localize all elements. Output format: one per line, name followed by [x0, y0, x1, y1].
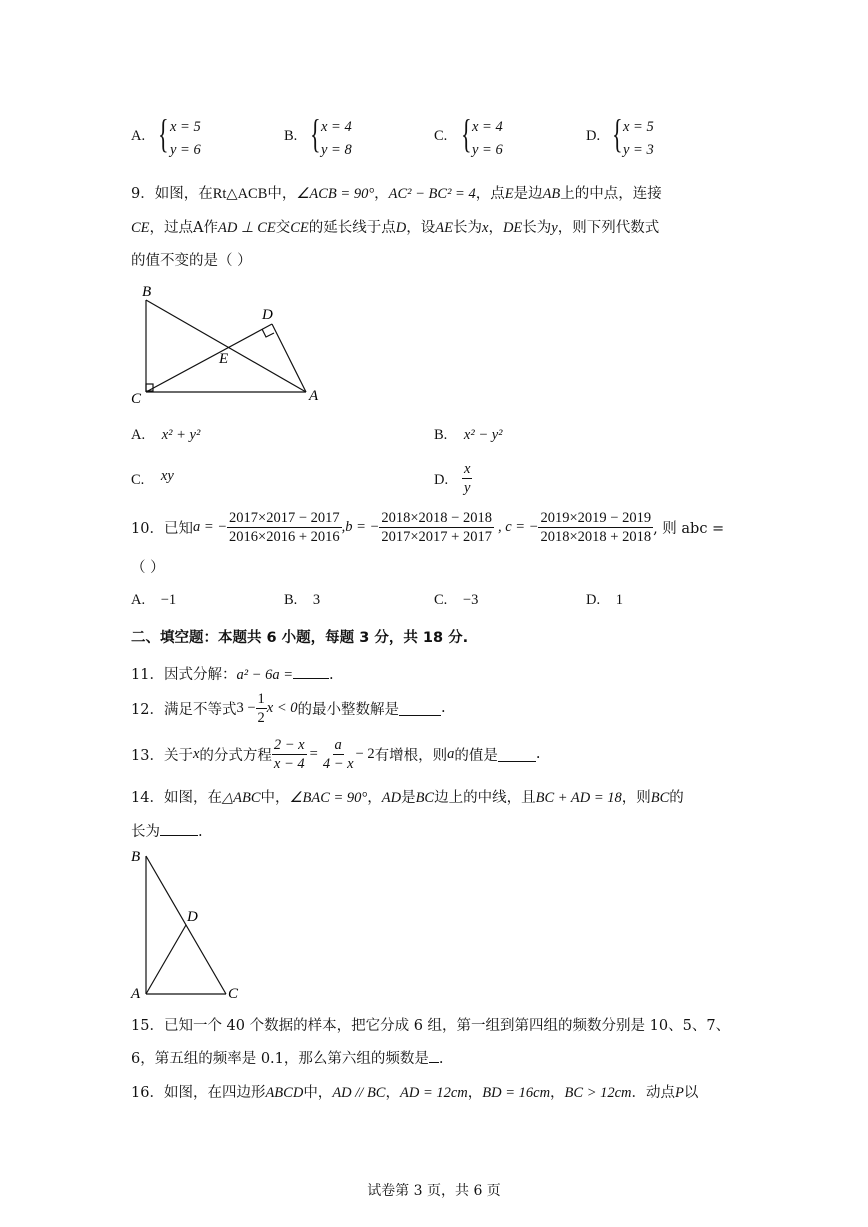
- option-value: −3: [462, 592, 479, 608]
- math: a: [447, 745, 455, 762]
- q10-option-c: [434, 592, 478, 609]
- math: E: [504, 186, 514, 202]
- text: ，点: [475, 186, 505, 202]
- answer-blank[interactable]: [293, 678, 329, 679]
- q12: [131, 688, 446, 728]
- numerator: 1: [257, 690, 265, 707]
- math: AC² − BC² = 4: [388, 186, 476, 202]
- math: BD = 16cm: [482, 1085, 551, 1101]
- math: 3 −: [236, 699, 256, 716]
- text: .: [329, 667, 334, 683]
- math: DE: [502, 220, 523, 236]
- q8-option-c: [434, 128, 447, 145]
- text: 中，: [260, 790, 290, 806]
- text: ，: [385, 1085, 400, 1101]
- text: 中，: [303, 1085, 333, 1101]
- math: a = −: [192, 518, 228, 535]
- option-expr: x² − y²: [463, 427, 503, 443]
- numerator: 2 − x: [273, 736, 305, 753]
- text: 长为: [131, 824, 160, 840]
- math: CE: [290, 220, 309, 236]
- option-letter: A.: [131, 592, 146, 608]
- page-footer: 试卷第 3 页，共 6 页: [367, 1183, 501, 1199]
- option-letter: A.: [131, 128, 146, 144]
- text: 的最小整数解是: [297, 701, 399, 718]
- text: .: [438, 1051, 444, 1067]
- numerator: x: [464, 461, 471, 477]
- denominator: 2017×2017 + 2017: [381, 528, 492, 545]
- section-heading: 二、填空题：本题共 6 小题，每题 3 分，共 18 分.: [131, 630, 469, 646]
- text: 的延长线于点: [308, 220, 396, 236]
- text: ，则下列代数式: [557, 220, 660, 236]
- math: AD ⊥ CE: [218, 220, 276, 236]
- math: AB: [542, 186, 561, 202]
- text: 14．如图，在: [131, 790, 222, 806]
- q15-line-2: [131, 1047, 444, 1068]
- q16-line-1: [131, 1081, 698, 1102]
- eq-x: x = 5: [623, 119, 654, 135]
- label-a: A: [131, 986, 141, 1002]
- math: BC > 12cm: [564, 1085, 632, 1101]
- text: ，: [374, 186, 389, 202]
- text: .: [198, 824, 203, 840]
- fraction-c: [538, 509, 653, 546]
- eq-y: y = 6: [170, 142, 201, 158]
- text: ，则: [621, 790, 651, 806]
- text: 11．因式分解：: [131, 667, 237, 683]
- option-letter: C.: [434, 128, 448, 144]
- q9-figure: [128, 278, 328, 408]
- numerator: 2017×2017 − 2017: [229, 509, 340, 526]
- text: 中，: [267, 186, 297, 202]
- math: =: [309, 745, 318, 762]
- option-value: 1: [615, 592, 623, 608]
- text: ，: [367, 790, 382, 806]
- text: 有增根，则: [374, 747, 448, 764]
- segment-ba: [146, 300, 306, 392]
- segment-ad: [146, 925, 186, 994]
- eq-y: y = 8: [321, 142, 352, 158]
- text: 是: [401, 790, 416, 806]
- math: x: [482, 220, 489, 236]
- label-c: C: [228, 986, 239, 1002]
- option-value: 3: [312, 592, 321, 608]
- text: ，: [467, 1085, 483, 1101]
- brace-icon: {: [310, 111, 321, 156]
- fraction-a: [227, 509, 342, 546]
- q9-option-d: [434, 472, 448, 489]
- label-c: C: [131, 391, 142, 407]
- text: 上的中点，连接: [560, 186, 662, 202]
- text: ，: [550, 1085, 565, 1101]
- text: ，设: [406, 220, 436, 236]
- math: ABCD: [265, 1085, 304, 1101]
- math: AD // BC: [332, 1085, 386, 1101]
- math: AE: [435, 220, 453, 236]
- math: , c = −: [497, 518, 539, 535]
- math: BC: [650, 790, 670, 806]
- math: P: [675, 1085, 684, 1101]
- q10-option-a: [131, 592, 176, 609]
- eq-x: x = 5: [170, 119, 201, 135]
- text: 的分式方程: [199, 747, 272, 764]
- q9-line-1: [131, 182, 662, 203]
- option-letter: C.: [131, 472, 145, 488]
- numerator: 2019×2019 − 2019: [540, 509, 652, 526]
- option-letter: B.: [434, 427, 448, 443]
- math: CE: [131, 220, 150, 236]
- math: a² − 6a =: [236, 667, 293, 683]
- q9-option-d-frac: [462, 460, 472, 497]
- text: .: [535, 746, 541, 762]
- label-d: D: [262, 307, 273, 323]
- q10-paren: （ ）: [131, 560, 165, 576]
- q14-line-1: [131, 786, 684, 807]
- q9-option-c: [131, 468, 174, 489]
- text: 是边: [513, 186, 543, 202]
- text: 的: [669, 790, 684, 806]
- math: △ABC: [221, 790, 261, 806]
- q14-line-2: [131, 820, 203, 841]
- text: ，过点A作: [149, 220, 219, 236]
- q9-line-3: 的值不变的是（ ）: [131, 253, 252, 269]
- answer-blank[interactable]: [160, 821, 198, 836]
- text: 交: [275, 220, 291, 236]
- brace-icon: {: [612, 111, 623, 156]
- text: 长为: [522, 220, 552, 236]
- math: ,b = −: [341, 518, 380, 535]
- text: 9．如图，在: [131, 186, 213, 202]
- eq-y: y = 3: [623, 142, 654, 158]
- q9-line-2: [131, 216, 659, 237]
- text: .: [441, 700, 446, 716]
- option-expr: xy: [160, 468, 174, 484]
- option-letter: D.: [586, 128, 601, 144]
- math: AD: [381, 790, 402, 806]
- option-letter: B.: [284, 128, 298, 144]
- q14-figure: [126, 844, 256, 1004]
- option-letter: B.: [284, 592, 298, 608]
- math: ∠BAC = 90°: [289, 790, 368, 806]
- fraction: [256, 690, 267, 727]
- option-expr: x² + y²: [161, 427, 201, 443]
- denominator: 2018×2018 + 2018: [540, 528, 652, 545]
- text: 10．已知: [131, 520, 193, 537]
- fraction-1: [272, 736, 307, 773]
- math: BC + AD = 18: [535, 790, 622, 806]
- denominator: 2016×2016 + 2016: [229, 528, 340, 545]
- denominator: 4 − x: [322, 755, 354, 772]
- denominator: 2: [257, 709, 265, 726]
- text: 的值是: [454, 747, 498, 764]
- text: 12．满足不等式: [131, 701, 237, 718]
- math: x: [192, 745, 200, 762]
- q10-option-d: [586, 592, 623, 609]
- segment-cd: [146, 324, 272, 392]
- q8-option-a: [131, 128, 145, 145]
- eq-x: x = 4: [321, 119, 352, 135]
- numerator: 2018×2018 − 2018: [381, 509, 492, 526]
- q10-line-1: [131, 506, 724, 548]
- denominator: x − 4: [273, 755, 305, 772]
- math: − 2: [355, 745, 375, 762]
- math: Rt△ACB: [212, 186, 268, 202]
- text: ．动点: [631, 1085, 676, 1101]
- eq-y: y = 6: [472, 142, 503, 158]
- numerator: a: [334, 736, 342, 753]
- label-d: D: [187, 909, 198, 925]
- fraction-2: [321, 736, 356, 773]
- brace-icon: {: [158, 111, 169, 156]
- brace-icon: {: [461, 111, 472, 156]
- q11: [131, 663, 334, 684]
- q9-option-a: [131, 427, 200, 444]
- fraction-b: [379, 509, 494, 546]
- q8-option-b: [284, 128, 297, 145]
- q15-line-1: 15．已知一个 40 个数据的样本，把它分成 6 组，第一组到第四组的频数分别是 10、5、7、: [131, 1018, 731, 1034]
- option-letter: A.: [131, 427, 146, 443]
- label-b: B: [142, 284, 152, 300]
- option-letter: C.: [434, 592, 448, 608]
- text: , 则 abc =: [653, 520, 725, 537]
- text: 13．关于: [131, 747, 193, 764]
- text: 16．如图，在四边形: [131, 1085, 266, 1101]
- text: 边上的中线，且: [434, 790, 536, 806]
- math: x < 0: [266, 699, 298, 716]
- q10-option-b: [284, 592, 320, 609]
- math: ∠ACB = 90°: [296, 186, 375, 202]
- answer-blank[interactable]: [429, 1048, 439, 1063]
- answer-blank[interactable]: [399, 701, 441, 716]
- math: y: [551, 220, 558, 236]
- label-e: E: [219, 351, 229, 367]
- option-letter: D.: [586, 592, 601, 608]
- q13: [131, 734, 540, 774]
- q9-option-b: [434, 427, 503, 444]
- eq-x: x = 4: [472, 119, 503, 135]
- math: D: [395, 220, 407, 236]
- label-b: B: [131, 849, 141, 865]
- label-a: A: [309, 388, 319, 404]
- q8-option-d: [586, 128, 600, 145]
- math: AD = 12cm: [399, 1085, 468, 1101]
- denominator: y: [464, 480, 471, 496]
- text: 6，第五组的频率是 0.1，那么第六组的频数是: [131, 1051, 429, 1067]
- right-angle-d: [262, 329, 274, 337]
- option-letter: D.: [434, 472, 449, 488]
- text: 长为: [453, 220, 482, 236]
- math: BC: [415, 790, 435, 806]
- fraction: [462, 460, 472, 497]
- text: 以: [683, 1085, 699, 1101]
- answer-blank[interactable]: [498, 747, 536, 762]
- option-value: −1: [160, 592, 177, 608]
- text: ，: [488, 220, 503, 236]
